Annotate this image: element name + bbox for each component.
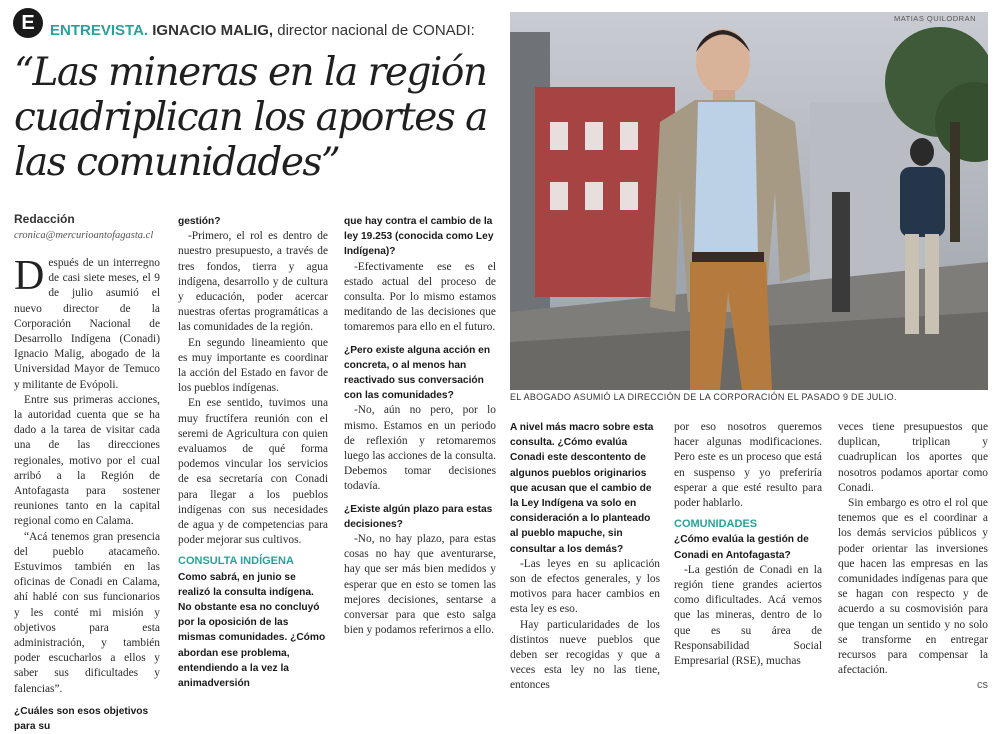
end-mark: cs xyxy=(977,679,988,692)
paragraph: Entre sus primeras acciones, la autoridad cuenta que se ha dado a la tarea de visitar cada una de las direcciones regionales, motivo por el cual arribó a la Región de Antofagasta para sostener reuniones tanto en la capital regional como en Calama. xyxy=(14,393,160,528)
paragraph: por eso nosotros queremos hacer algunas modificaciones. Pero este es un proceso que está en suspenso y yo preferiría esperar a que esté resulto para poder hablarlo. xyxy=(674,421,822,510)
paragraph: veces tiene presupuestos que duplican, triplican y cuadruplican los aportes que nosotros podamos aportar como Conadi. xyxy=(838,421,988,494)
drop-cap: D xyxy=(14,253,45,299)
paragraph: -La gestión de Conadi en la región tiene grandes aciertos como dificultades. Acá vemos que las mineras, dentro de lo que es su área de Responsabilidad Social Empresarial (RSE), muchas xyxy=(674,563,822,668)
article-column-4 xyxy=(510,420,660,694)
section-badge: E xyxy=(13,8,43,38)
paragraph: -No, no hay plazo, para estas cosas no hay que aventurarse, hay que ser más bien medidos y esperar que en esto se tomen las mejores decisiones, sentarse a conversar para que esto salga bien y podamos referirnos a ello. xyxy=(344,533,496,637)
byline-email[interactable]: cronica@mercurioantofagasta.cl xyxy=(14,230,154,241)
interview-question: A nivel más macro sobre esta consulta. ¿Cómo evalúa Conadi este descontento de algunos pueblos originarios que acusan que el cambio de la Ley Indígena va solo en consideración a lo planteado al pueblo mapuche, sin consultar a los demás? xyxy=(510,422,654,555)
interview-question: que hay contra el cambio de la ley 19.253 (conocida como Ley Indígena)? xyxy=(344,216,494,258)
article-column-5 xyxy=(674,420,822,669)
photo-illustration xyxy=(510,12,988,390)
article-column-2 xyxy=(178,214,328,691)
paragraph: “Acá tenemos gran presencia del pueblo atacameño. Estuvimos también en las oficinas de Conadi en Calama, ahí hablé con sus funcionarios y les conté mi misión y objetivos para esta administración, y también poder escucharlos a ellos y saber sus dificultades y falencias”. xyxy=(14,530,160,695)
section-label: ENTREVISTA. xyxy=(50,22,149,39)
interview-photo xyxy=(510,12,988,390)
paragraph: En segundo lineamiento que es muy importante es coordinar la acción del Estado en favor de los pueblos indígenas. xyxy=(178,336,328,395)
paragraph xyxy=(14,253,160,393)
kicker-line xyxy=(50,22,475,39)
headline: “Las mineras en la región cuadriplican los aportes a las comunidades” xyxy=(14,50,487,185)
article-column-6 xyxy=(838,420,988,694)
interview-question: ¿Cuáles son esos objetivos para su xyxy=(14,705,149,733)
article-column-1 xyxy=(14,253,160,734)
subheading: COMUNIDADES xyxy=(674,518,758,531)
interview-question: gestión? xyxy=(178,216,221,227)
paragraph: -Las leyes en su aplicación son de efectos generales, y los motivos para hacer cambios en esta ley es eso. xyxy=(510,557,660,616)
paragraph: Hay particularidades de los distintos nueve pueblos que deben ser recogidas y que a veces esta ley no las tiene, entonces xyxy=(510,618,660,692)
interviewee-role: director nacional de CONADI: xyxy=(273,22,475,39)
article-column-3 xyxy=(344,214,496,638)
paragraph: Sin embargo es otro el rol que tenemos que es el coordinar a los demás servicios públicos y poder orientar las inversiones que hacen las empresas en las comunidades indígenas para que se hagan con respecto y de acuerdo a su cosmovisión para que tengan un sentido y no solo se transforme en entregar recursos para compensar la afectación. xyxy=(838,497,988,677)
byline-author: Redacción xyxy=(14,212,75,226)
paragraph: -Efectivamente ese es el estado actual del proceso de consulta. Por lo mismo estamos meditando de las decisiones que tomaremos para ello en el futuro. xyxy=(344,260,496,334)
interview-question: Como sabrá, en junio se realizó la consulta indígena. No obstante esa no concluyó por la oposición de las mismas comunidades. ¿Cómo abordan ese problema, entendiendo a la vez la animadversión xyxy=(178,571,326,690)
interview-question: ¿Pero existe alguna acción en concreta, o al menos han reactivado sus conversación con las comunidades? xyxy=(344,344,491,402)
interview-question: ¿Existe algún plazo para estas decisiones? xyxy=(344,503,493,530)
subheading: CONSULTA INDÍGENA xyxy=(178,555,294,568)
interview-question: ¿Cómo evalúa la gestión de Conadi en Antofagasta? xyxy=(674,534,809,561)
paragraph: -No, aún no pero, por lo mismo. Estamos en un periodo de reflexión y retomaremos luego las acciones de la consulta. Debemos tomar decisiones todavía. xyxy=(344,404,496,493)
paragraph: -Primero, el rol es dentro de nuestro presupuesto, a través de tres fondos, tierra y agua indígena, desarrollo y de cultura y educación, poder acercar nuestras ofertas programáticas a las comunidades de la región. xyxy=(178,230,328,334)
photo-credit: MATIAS QUILODRAN xyxy=(893,14,976,23)
photo-caption: EL ABOGADO ASUMIÓ LA DIRECCIÓN DE LA CORPORACIÓN EL PASADO 9 DE JULIO. xyxy=(510,392,897,402)
interviewee-name: IGNACIO MALIG, xyxy=(152,22,274,39)
paragraph-text: espués de un interregno de casi siete meses, el 9 de julio asumió el nuevo director de la Corporación Nacional de Desarrollo Indígena (Conadi) Ignacio Malig, abogado de la Universidad Mayor de Temuco y militante de Evópoli. xyxy=(14,257,160,391)
paragraph: En ese sentido, tuvimos una muy fructífera reunión con el seremi de Agricultura con quien evaluamos de qué forma podemos vincular los servicios de esa secretaría con Conadi para llegar a los pueblos indígenas con sus necesidades de agua y de competencias para poder mejorar sus cultivos. xyxy=(178,397,328,547)
